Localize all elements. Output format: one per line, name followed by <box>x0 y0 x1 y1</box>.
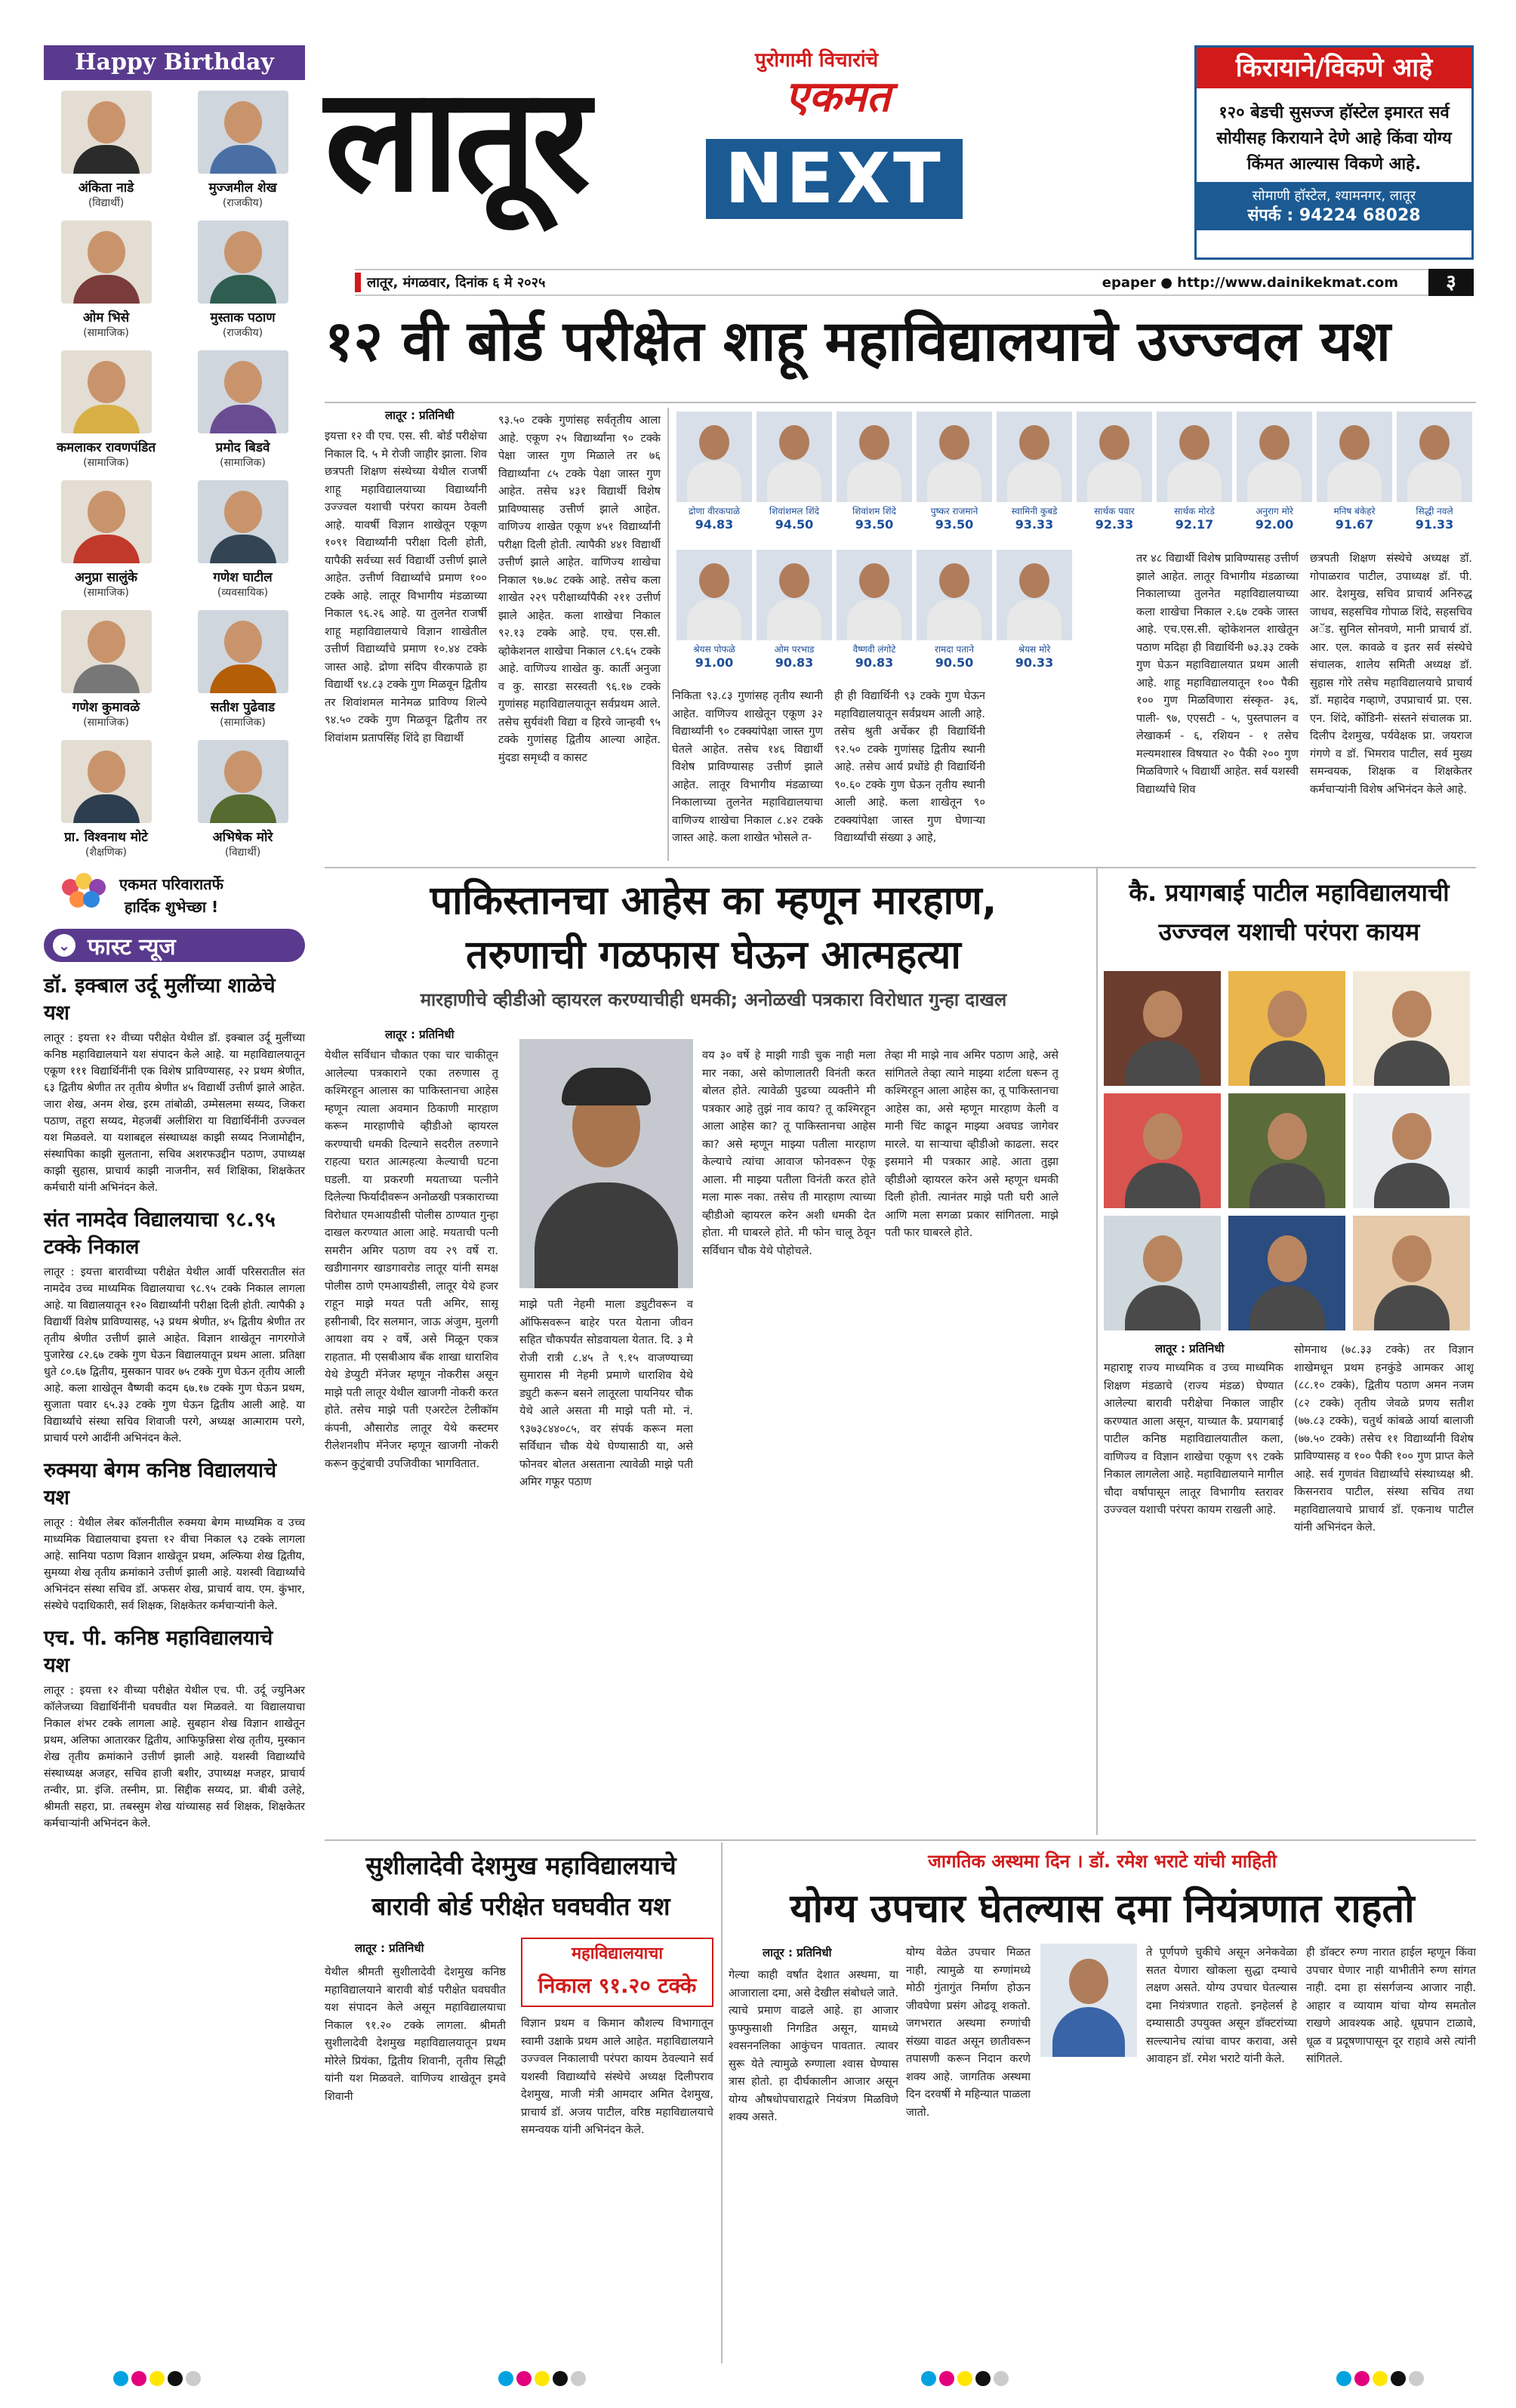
student-name: शिवांशमल शिंदे <box>769 506 819 516</box>
story2-col2: माझे पती नेहमी माला ड्युटीवरून व ऑफिसवरून बाहेर परत येताना जीवन सहित चौकपर्यंत सोडवायला येतात. दि. ३ मे रोजी रात्री ८.४५ ते ९.१५ वाजण्याच्या सुमारास मी नेहमी प्रमाणे धाराशिव येथे ड्युटी करून बसने लातूरला पायनियर चौक येथे आले असता मी माझे पती मो. नं. ९३७३८४४०८५, वर संपर्क करून मला सर्विधान चौक येथे घेण्यासाठी या, असे फोनवर बोलत असताना त्यावेळी माझे पती अमिर गफूर पठाण <box>519 1298 693 1488</box>
student-name: श्रेयस मोरे <box>1018 644 1051 655</box>
ad-footer: सोमाणी हॉस्टेल, श्यामनगर, लातूर संपर्क : 94224 68028 <box>1197 182 1471 230</box>
student-percent: 91.33 <box>1415 517 1454 532</box>
story5-byline: लातूर : प्रतिनिधी <box>763 1946 832 1959</box>
student-card <box>1072 412 1157 532</box>
student-card <box>1232 412 1317 532</box>
birthday-role: (विद्यार्थी) <box>224 846 261 859</box>
fast-news-item <box>44 1457 305 1614</box>
logo-latur: लातूर <box>325 57 587 224</box>
avatar <box>198 91 288 174</box>
birthday-card <box>44 610 168 729</box>
doctor-photo <box>1040 1944 1137 2057</box>
birthday-role: (राजकीय) <box>222 197 263 209</box>
student-percent: 90.83 <box>855 655 894 670</box>
dateline-accent <box>355 273 361 292</box>
birthday-role: (शैक्षणिक) <box>85 846 127 859</box>
student-name: स्वामिनी कुबडे <box>1011 506 1058 516</box>
student-percent: 92.00 <box>1255 517 1294 532</box>
story3-col1: महाराष्ट्र राज्य माध्यमिक व उच्च माध्यमिक शिक्षण मंडळाचे (राज्य मंडळ) घेण्यात आलेल्या बारावी परीक्षेचा निकाल जाहीर करण्यात आला असून, याच्यात कै. प्रयागबाई पाटील कनिष्ठ महाविद्यालयातील कला, वाणिज्य व विज्ञान शाखेचा एकूण ९९ टक्के निकाल लागलेला आहे. महाविद्यालयाने मागील चौदा वर्षापासून लातूर विभागीय स्तरावर उज्ज्वल यशाची परंपरा कायम राखली आहे. <box>1104 1361 1283 1516</box>
epaper-link[interactable]: epaper ● http://www.dainikekmat.com <box>1102 274 1398 291</box>
story5-col1: गेल्या काही वर्षांत देशात अस्थमा, या आजाराला दमा, असे देखील संबोधले जाते. त्याचे प्रमाण वाढले आहे. हा आजार फुफ्फुसाशी निगडित असून, यामध्ये श्वसननलिका आकुंचन पावतात. त्यावर सुरू येते त्यामुळे रुग्णाला श्वास घेण्यास त्रास होतो. हा दीर्घकालीन आजार असून योग्य औषधोपचाराद्वारे नियंत्रण मिळविणे शक्य असते. <box>729 1969 898 2123</box>
story4-result-box: महाविद्यालयाचा निकाल ९१.२० टक्के <box>521 1938 713 2007</box>
avatar <box>61 350 152 433</box>
student-percent: 94.50 <box>775 517 814 532</box>
student-card <box>672 412 756 532</box>
registration-marks-center <box>498 2371 586 2386</box>
birthday-card <box>180 610 305 729</box>
story4-headline-2: बारावी बोर्ड परीक्षेत घवघवीत यश <box>371 1892 670 1921</box>
student-photo <box>997 412 1072 502</box>
greeting-text: एकमत परिवारातर्फे हार्दिक शुभेच्छा ! <box>119 875 223 916</box>
story2-col3: वय ३० वर्षे हे माझी गाडी चुक नाही मला मार नका, असे कोणालातरी विनंती करत बोलत होते. त्यावेळी पुढच्या व्यक्तीने मी पत्रकार आहे तुझं नाव काय? तू कश्मिरहून आला आहेस का? तू पाकिस्तानचा आहेस का? असे म्हणून माझ्या पतीला मारहाण केल्याचे त्यांचा आवाज फोनवरून ऐकू आला. मी माझ्या पतीला विनंती करत होते मला मारू नका. तसेच ती मारहाण त्याच्या व्हीडीओ व्हायरल करेन अशी धमकी देत होता. मी घाबरले होते. मी फोन चालू ठेवून सर्विधान चौक येथे पोहोचले. <box>702 1049 876 1257</box>
birthday-role: (राजकीय) <box>222 327 263 339</box>
birthday-card <box>44 480 168 600</box>
avatar <box>198 740 288 823</box>
logo-next: NEXT <box>706 139 963 219</box>
birthday-card <box>44 350 168 470</box>
birthday-name: अनुप्रा सालुंके <box>75 570 137 585</box>
fast-news-item <box>44 1625 305 1832</box>
registration-marks-left <box>113 2371 201 2386</box>
tagline: पुरोगामी विचारांचे <box>755 49 879 72</box>
birthday-card <box>44 220 168 340</box>
student-card <box>752 550 837 670</box>
student-photo <box>1104 971 1221 1086</box>
student-name: ओम परभाड <box>774 644 815 655</box>
story2-headline-1: पाकिस्तानचा आहेस का म्हणून मारहाण, <box>430 878 997 923</box>
victim-photo <box>519 1039 693 1288</box>
student-name: रामदा पताने <box>935 644 974 655</box>
student-photo <box>1353 1093 1470 1208</box>
student-percent: 90.50 <box>935 655 974 670</box>
story5-col3: ते पूर्णपणे चुकीचे असून अनेकवेळा सतत येणारा खोकला सुद्धा दम्याचे लक्षण असते. योग्य उपचार घेतल्यास दमा नियंत्रणात राहतो. इनहेलर्स हे दम्यासाठी उपयुक्त असून डॉक्टरांच्या सल्ल्यानेच त्यांचा वापर करावा, असे आवाहन डॉ. रमेश भराटे यांनी केले. <box>1146 1946 1297 2065</box>
divider <box>325 867 1476 868</box>
student-name: सार्थक मोरडे <box>1174 506 1215 516</box>
story1-photo-row2 <box>672 550 1125 686</box>
avatar <box>198 610 288 693</box>
birthday-card <box>180 740 305 859</box>
student-percent: 93.50 <box>855 517 894 532</box>
story2-byline: लातूर : प्रतिनिधी <box>385 1028 454 1041</box>
story4-col1: येथील श्रीमती सुशीलादेवी देशमुख कनिष्ठ महाविद्यालयाने बारावी बोर्ड परीक्षेत घवघवीत यश संपादन केले असून महाविद्यालयाचा निकाल ९१.२० टक्के लागला. श्रीमती सुशीलादेवी देशमुख महाविद्यालयातून प्रथम मोरेले प्रियंका, द्वितीय शिवानी, तृतीय सिद्धी यांनी यश मिळवले. वाणिज्य शाखेतून इमवे शिवानी <box>325 1966 506 2103</box>
story1-headline: १२ वी बोर्ड परीक्षेत शाहू महाविद्यालयाचे उज्ज्वल यश <box>325 309 1391 374</box>
birthday-name: मुज्जमील शेख <box>208 180 277 196</box>
birthday-greeting <box>44 873 305 918</box>
birthday-name: प्रा. विश्वनाथ मोटे <box>64 830 148 845</box>
student-photo <box>1104 1093 1221 1208</box>
birthday-role: (सामाजिक) <box>83 717 129 729</box>
student-percent: 90.83 <box>775 655 814 670</box>
student-name: सिद्धी नवले <box>1416 506 1453 516</box>
student-photo <box>676 550 752 640</box>
student-photo <box>1157 412 1232 502</box>
birthday-name: गणेश घाटील <box>213 570 273 585</box>
story1-col4: ही ही विद्यार्थिनी ९३ टक्के गुण घेऊन महाविद्यालयातून सर्वप्रथम आली आहे. तसेच श्रुती अर्चेकर ही विद्यार्थिनी ९२.५० टक्के गुणांसह द्वितीय स्थानी आहे. तसेच आर्य प्रधोंडे ही विद्यार्थिनी ९०.६० टक्के गुण घेऊन तृतीय स्थानी आली आहे. कला शाखेतून ९० टक्क्यांपेक्षा जास्त गुण घेणाऱ्या विद्यार्थ्यांची संख्या ३ आहे, <box>834 689 985 844</box>
registration-marks-right <box>1336 2371 1424 2386</box>
avatar <box>61 610 152 693</box>
avatar <box>61 480 152 563</box>
birthday-name: अभिषेक मोरे <box>212 830 273 845</box>
fast-news-body: लातूर : इयत्ता १२ वीच्या परीक्षेत येथील डॉ. इक्बाल उर्दू मुलींच्या कनिष्ठ महाविद्यालयाने यश संपादन केले आहे. या महाविद्यालयातून एकूण १११ विद्यार्थिनींनी एक विशेष प्राविण्यासह, २२ प्रथम श्रेणीत, ६३ द्वितीय श्रेणीत तर तृतीय श्रेणीत ४५ विद्यार्थी उत्तीर्ण झाले आहेत. जारा शेख, अनम शेख, इरम तांबोळी, उम्मेसलमा सय्यद, जिकरा पठाण, तहूरा सय्यद, मेहजबीं अलीशिरा या विद्यार्थिनींनी उज्ज्वल यश मिळवले. या यशाबद्दल संस्थाध्यक्ष काझी सय्यद निजामोद्दीन, संस्थापिका काझी सुलताना, सचिव अशरफउद्दीन पठाण, उपाध्यक्ष काझी सुहास, प्राचार्य काझी नाजनीन, सर्व शिक्षिका, शिक्षकेतर कर्मचारी यांनी अभिनंदन केले. <box>44 1032 305 1194</box>
story5-kicker: जागतिक अस्थमा दिन । डॉ. रमेश भराटे यांची माहिती <box>928 1851 1277 1872</box>
avatar <box>198 220 288 304</box>
ad-body: १२० बेडची सुसज्ज हॉस्टेल इमारत सर्व सोयीसह किरायाने देणे आहे किंवा योग्य किंमत आल्यास विकणे आहे. <box>1216 103 1452 174</box>
brand-ekmat: एकमत <box>785 72 891 122</box>
fast-news-body: लातूर : येथील लेबर कॉलनीतील रुक्मया बेगम माध्यमिक व उच्च माध्यमिक विद्यालयाचा इयत्ता १२ वीचा निकाल ९३ टक्के लागला आहे. सानिया पठाण विज्ञान शाखेतून प्रथम, अल्फिया शेख द्वितीय, सुमय्या शेख तृतीय क्रमांकाने उत्तीर्ण झाली आहे. यशस्वी विद्यार्थ्यांचे अभिनंदन संस्था सचिव डॉ. अफसर शेख, प्राचार्य वाय. एम. कुंभार, संस्थेचे पदाधिकारी, सर्व शिक्षक, शिक्षकेतर कर्मचाऱ्यांनी केले. <box>44 1517 305 1612</box>
story2-col1: येथील सर्विधान चौकात एका चार चाकीतून आलेल्या पत्रकाराने एका तरुणास तू कश्मिरहून आलास का पाकिस्तानचा आहेस म्हणून त्याला अवमान ठिकाणी मारहाण करून मारहाणीचे व्हीडीओ व्हायरल करण्याची धमकी दिल्याने सदरील तरुणाने राहत्या घरात आत्महत्या केल्याची घटना घडली. या प्रकरणी मयताच्या पत्नीने दिलेल्या फिर्यादीवरून अनोळखी पत्रकाराच्या विरोधात एमआयडीसी पोलीस ठाण्यात गुन्हा दाखल करण्यात आला आहे. मयताची पत्नी समरीन अमिर पठाण वय २९ वर्षे रा. खडीगानगर खाडगावरोड लातूर यांनी समक्ष पोलीस ठाणे एमआयडीसी, लातूर येथे हजर राहून माझे मयत पती अमिर, सासू हसीनाबी, दिर सलमान, जाऊ अंजुम, मुलगी आयशा वय २ वर्षे, असे मिळून एकत्र राहतात. मी एसबीआय बँक शाखा धाराशिव येथे डेप्युटी मॅनेजर म्हणून नोकरीस असून माझे पती लातूर येथील खाजगी नोकरी करत होते. तसेच माझे पती एअरटेल टेलीकॉम कंपनी, औसारोड लातूर येथे कस्टमर रीलेशनशीप मॅनेजर म्हणून खाजगी नोकरी करून कुटुंबाची उपजिवीका भागवितात. <box>325 1049 498 1470</box>
student-name: शिवांशम शिंदे <box>852 506 896 516</box>
story2-col4: तेव्हा मी माझे नाव अमिर पठाण आहे, असे सांगितले तेव्हा त्याने माझ्या शर्टला धरून तू कश्मिरहून आला आहेस का, तू पाकिस्तानचा आहेस का, असे म्हणून मारहाण केली व मानी चिंट काढून माझ्या अवघड जागेवर मारले. या साऱ्याचा व्हीडीओ काढला. सदर इसमाने मी पत्रकार आहे. आता तुझा व्हीडीओ व्हायरल करेन असे म्हणून धमकी दिली होती. त्यानंतर माझे पती घरी आले आणि मला सगळा प्रकार सांगितला. माझे पती फार घाबरले होते. <box>885 1049 1058 1239</box>
student-card <box>1392 412 1477 532</box>
birthday-grid <box>44 91 305 859</box>
birthday-card <box>180 220 305 340</box>
student-percent: 93.33 <box>1015 517 1054 532</box>
date-text: लातूर, मंगळवार, दिनांक ६ मे २०२५ <box>367 275 546 291</box>
birthday-card <box>180 91 305 210</box>
story5-kicker-bar <box>729 1847 1476 1876</box>
avatar <box>198 480 288 563</box>
student-photo <box>1228 1093 1345 1208</box>
student-card <box>992 412 1077 532</box>
student-name: मनिष बंकेहरे <box>1333 506 1376 516</box>
story5-headline: योग्य उपचार घेतल्यास दमा नियंत्रणात राहतो <box>790 1886 1415 1932</box>
story2-headline-2: तरुणाची गळफास घेऊन आत्महत्या <box>466 933 961 978</box>
student-photo <box>1353 1216 1470 1330</box>
story4-col2: विज्ञान प्रथम व किमान कौशल्य विभागातून स्वामी उक्षाके प्रथम आले आहेत. महाविद्यालयाने उज्ज्वल निकालाची परंपरा कायम ठेवल्याने सर्व यशस्वी विद्यार्थ्यांचे संस्थेचे अध्यक्ष दिलीपराव देशमुख, माजी मंत्री आमदार अमित देशमुख, प्राचार्य डॉ. अजय पाटील, वरिष्ठ महाविद्यालयाचे समन्वयक यांनी अभिनंदन केले. <box>521 2017 713 2136</box>
student-photo <box>917 412 992 502</box>
student-name: अनुराग मोरे <box>1256 506 1293 516</box>
avatar <box>61 220 152 304</box>
birthday-name: ओम भिसे <box>82 310 130 325</box>
student-card <box>992 550 1077 670</box>
student-photo <box>756 550 832 640</box>
student-card <box>912 550 997 670</box>
birthday-name: अंकिता नाडे <box>78 180 134 196</box>
fast-news-body: लातूर : इयत्ता बारावीच्या परीक्षेत येथील आर्वी परिसरातील संत नामदेव उच्च माध्यमिक विद्यालयाचा ९८.९५ टक्के निकाल लागला आहे. या विद्यालयातून १२० विद्यार्थ्यांनी परीक्षा दिली होती. त्यापैकी ३ विद्यार्थी विशेष प्राविण्यासह, ५३ प्रथम श्रेणीत, ४५ द्वितीय श्रेणीत तर तृतीय श्रेणीत उत्तीर्ण झाले आहेत. विज्ञान शाखेतून नागरगोजे पुजारेख ८२.६७ टक्के गुण घेऊन विद्यालयातून प्रथम आला. प्रतिक्षा धुते ८०.६७ द्वितीय, मुसकान पावर ७५ टक्के गुण घेऊन तृतीय आली आहे. कला शाखेतून वैष्णवी कदम ६७.१७ टक्के गुण घेऊन प्रथम, सुजाता पवार ६५.३३ टक्के गुण घेऊन द्वितीय आली आहे. या विद्यार्थ्यांचे संस्था सचिव शिवाजी परगे, अध्यक्ष आत्माराम परगे, प्राचार्य परगे आदींनी अभिनंदन केले. <box>44 1266 305 1444</box>
student-percent: 92.17 <box>1175 517 1214 532</box>
story2-subhead: मारहाणीचे व्हीडीओ व्हायरल करण्याचीही धमकी; अनोळखी पत्रकारा विरोधात गुन्हा दाखल <box>420 989 1007 1010</box>
birthday-card <box>180 480 305 600</box>
student-card <box>1312 412 1397 532</box>
student-percent: 92.33 <box>1095 517 1134 532</box>
story5-col2: योग्य वेळेत उपचार मिळत नाही, त्यामुळे या रुग्णांमध्ये मोठी गुंतागुंत निर्माण होऊन जीवघेणा प्रसंग ओढवू शकतो. जगभरात अस्थमा रुग्णांची संख्या वाढत असून छातीवरून तपासणी करून निदान करणे शक्य आहे. जागतिक अस्थमा दिन दरवर्षी मे महिन्यात पाळला जातो. <box>906 1946 1031 2119</box>
student-photo <box>756 412 832 502</box>
student-name: द्रोणा वीरकपाळे <box>688 506 741 516</box>
classified-ad <box>1194 45 1474 260</box>
fast-news-title: रुक्मया बेगम कनिष्ठ विद्यालयाचे यश <box>44 1459 277 1509</box>
divider <box>325 1839 1476 1841</box>
student-photo <box>676 412 752 502</box>
student-card <box>832 412 917 532</box>
student-name: पुष्कर राजमाने <box>930 506 978 516</box>
birthday-card <box>180 350 305 470</box>
student-photo <box>837 412 912 502</box>
student-percent: 91.67 <box>1335 517 1374 532</box>
student-percent: 94.83 <box>695 517 734 532</box>
birthday-role: (विद्यार्थी) <box>88 197 125 209</box>
fast-news-title: एच. पी. कनिष्ठ महाविद्यालयाचे यश <box>44 1626 273 1677</box>
dateline-bar <box>355 269 1474 296</box>
fast-news-header: ⌄ फास्ट न्यूज <box>44 929 305 962</box>
birthday-role: (सामाजिक) <box>83 587 129 599</box>
story1-photo-row1 <box>672 412 1472 547</box>
story1-col5: तर ४८ विद्यार्थी विशेष प्राविण्यासह उत्तीर्ण झाले आहेत. लातूर विभागीय मंडळाच्या निकालाच्या तुलनेत महाविद्यालयाच्या कला शाखेचा निकाल २.६७ टक्के जास्त आहे. एच.एस.सी. व्होकेशनल शाखेतून पठाण मदिहा ही विद्यार्थिनी ७३.३३ टक्के गुण घेऊन महाविद्यालयात प्रथम आली आहे. शाहू महाविद्यालयातून १०० पैकी १०० गुण मिळविणारा संस्कृत- ३६, पाली- ९७, एएसटी - ५, पुस्तपालन व लेखाकर्म - ६, रशियन - १ तसेच मल्यमशास्त्र विषयात २० पैकी २०० गुण मिळविणारे ५ विद्यार्थी आहेत. सर्व यशस्वी विद्यार्थ्यांचे शिव <box>1136 552 1299 796</box>
birthday-title: Happy Birthday <box>44 45 305 80</box>
story1-rule <box>325 402 1476 403</box>
student-photo <box>1228 1216 1345 1330</box>
student-name: वैष्णवी लंगोटे <box>852 644 896 655</box>
story3-headline-1: कै. प्रयागबाई पाटील महाविद्यालयाची <box>1129 878 1450 907</box>
avatar <box>198 350 288 433</box>
fast-news-item <box>44 973 305 1196</box>
registration-marks-center-right <box>921 2371 1009 2386</box>
story1-col6: छत्रपती शिक्षण संस्थेचे अध्यक्ष डॉ. गोपाळराव पाटील, उपाध्यक्ष डॉ. पी. आर. देशमुख, सचिव प्राचार्य अनिरुद्ध जाधव, सहसचिव गोपाळ शिंदे, सहसचिव अॅड. सुनिल सोनवणे, मानी प्राचार्य डॉ. आर. एल. कावळे व इतर सर्व संस्थेचे संचालक, शालेय समिती अध्यक्ष डॉ. सुहास गोरे तसेच महाविद्यालयाचे प्राचार्य डॉ. महादेव गव्हाणे, उपप्राचार्य प्रा. एस. एन. शिंदे, कोंडिनी- संस्तने संचालक प्रा. दिलीप देशमुख, पर्यवेक्षक प्रा. जयराज गंगणे व डॉ. भिमराव पाटील, सर्व मुख्य समन्वयक, शिक्षक व शिक्षकेतर कर्मचाऱ्यांनी विशेष अभिनंदन केले आहे. <box>1310 552 1472 796</box>
student-card <box>1152 412 1237 532</box>
divider <box>721 1842 723 2363</box>
chevron-down-icon: ⌄ <box>53 934 75 957</box>
divider <box>667 408 669 861</box>
birthday-name: प्रमोद बिडवे <box>215 440 270 455</box>
birthday-role: (व्यवसायिक) <box>217 587 269 599</box>
avatar <box>61 740 152 823</box>
flower-bouquet-icon <box>59 873 112 918</box>
fast-news-title: डॉ. इक्बाल उर्दू मुलींच्या शाळेचे यश <box>44 974 276 1025</box>
left-sidebar <box>44 45 305 2341</box>
student-photo <box>1397 412 1472 502</box>
fast-news-item <box>44 1207 305 1447</box>
student-card <box>752 412 837 532</box>
story3-headline-2: उज्ज्वल यशाची परंपरा कायम <box>1158 917 1420 946</box>
fast-news-body: लातूर : इयत्ता १२ वीच्या परीक्षेत येथील एच. पी. उर्दू ज्युनिअर कॉलेजच्या विद्यार्थिनींनी घवघवीत यश मिळवले. या विद्यालयाचा निकाल शंभर टक्के लागला आहे. सुबहान शेख विज्ञान शाखेतून प्रथम, अलिफा आतारकर द्वितीय, आफिफुन्निसा शेख तृतीय, मुस्कान शेख तृतीय क्रमांकाने उत्तीर्ण झाली आहे. यशस्वी विद्यार्थ्यांचे संस्थाध्यक्ष अजहर, सचिव हाजी बशीर, उपाध्यक्ष मजहर, प्राचार्य तन्वीर, प्रा. इंजि. तस्नीम, प्रा. सिद्दीक सय्यद, प्रा. बीबी उलेहे, श्रीमती सहरा, प्रा. तबस्सुम शेख यांच्यासह सर्व शिक्षक, शिक्षकेतर कर्मचाऱ्यांनी अभिनंदन केले. <box>44 1685 305 1830</box>
student-percent: 90.33 <box>1015 655 1054 670</box>
story5-col4: ही डॉक्टर रुग्ण नारात हाईल म्हणून किंवा उपचार घेणार नाही याभीतीने रुग्ण सांगत नाही. दमा हा संसर्गजन्य आजार नाही. आहार व व्यायाम यांचा योग्य समतोल राखणे आवश्यक आहे. धूम्रपान टाळावे, धूळ व प्रदूषणापासून दूर राहावे असे त्यांनी सांगितले. <box>1306 1946 1476 2065</box>
story4-headline-1: सुशीलादेवी देशमुख महाविद्यालयाचे <box>365 1851 676 1880</box>
student-photo <box>997 550 1072 640</box>
page-number: ३ <box>1428 269 1474 296</box>
masthead-logo <box>325 50 717 261</box>
student-photo <box>1228 971 1345 1086</box>
ad-title: किरायाने/विकणे आहे <box>1197 48 1471 88</box>
birthday-name: सतीश पुढेवाड <box>210 700 276 715</box>
story1-byline: लातूर : प्रतिनिधी <box>385 409 454 422</box>
birthday-role: (सामाजिक) <box>83 327 129 339</box>
birthday-name: कमलाकर रावणपंडित <box>56 440 156 455</box>
student-photo <box>1317 412 1392 502</box>
fast-news-list <box>44 973 305 1832</box>
student-photo <box>1104 1216 1221 1330</box>
student-percent: 93.50 <box>935 517 974 532</box>
birthday-name: मुस्ताक पठाण <box>210 310 276 325</box>
student-card <box>832 550 917 670</box>
student-card <box>912 412 997 532</box>
student-name: श्रेयस पोफळे <box>693 644 735 655</box>
story1-col2: ९३.५० टक्के गुणांसह सर्वतृतीय आला आहे. एकूण २५ विद्यार्थ्यांना ९० टक्के पेक्षा जास्त गुण मिळाले तर ७६ विद्यार्थ्यांना ८५ टक्के पेक्षा जास्त गुण आहेत. तसेच ४३१ विद्यार्थी विशेष प्राविण्यासह उत्तीर्ण झाले आहेत. वाणिज्य शाखेत एकूण ४५१ विद्यार्थ्यांनी परीक्षा दिली होती. त्यापैकी ४४१ विद्यार्थी उत्तीर्ण झाले आहेत. वाणिज्य शाखेचा निकाल ९७.७८ टक्के आहे. तसेच कला शाखेत २२९ परीक्षार्थ्यांपैकी २११ उत्तीर्ण झाले आहेत. कला शाखेचा निकाल ९२.१३ टक्के आहे. एच. एस.सी. व्होकेशनल शाखेचा निकाल ८९.६५ टक्के आहे. वाणिज्य शाखेत कु. कार्ती अनुजा व कु. सारडा सरस्वती ९६.१७ टक्के गुणांसह महाविद्यालयातून सर्वप्रथम आले. तसेच सुर्यवंशी विद्या व हिरवे जान्हवी ९५ टक्के गुणांसह द्वितीय आल्या आहेत. मुंदडा समृध्दी व कासट <box>498 414 661 764</box>
story4-byline: लातूर : प्रतिनिधी <box>355 1941 424 1955</box>
student-photo <box>1077 412 1152 502</box>
student-card <box>672 550 756 670</box>
avatar <box>61 91 152 174</box>
birthday-role: (सामाजिक) <box>220 717 266 729</box>
story3-col2: सोमनाथ (७८.३३ टक्के) तर विज्ञान शाखेमधून प्रथम हनकुंडे आमकर आशू (८८.१० टक्के), द्वितीय पठाण अमन नजम (८२ टक्के) तृतीय जेवळे प्रणय सतीश (७७.८३ टक्के), चतुर्थ कांबळे आर्या बालाजी (७७.५० टक्के) तसेच ११ विद्यार्थ्यांनी विशेष प्राविण्यासह व १०० पैकी १०० गुण प्राप्त केले आहे. सर्व गुणवंत विद्यार्थ्यांचे संस्थाध्यक्ष श्री. किसनराव पाटील, संस्था सचिव तथा महाविद्यालयाचे प्राचार्य डॉ. एकनाथ पाटील यांनी अभिनंदन केले. <box>1294 1343 1474 1534</box>
birthday-role: (सामाजिक) <box>83 457 129 469</box>
fast-news-title: संत नामदेव विद्यालयाचा ९८.९५ टक्के निकाल <box>44 1208 276 1259</box>
divider <box>1096 868 1098 1835</box>
student-name: सार्थक पवार <box>1094 506 1135 516</box>
story3-photo-grid <box>1104 971 1474 1333</box>
student-percent: 91.00 <box>695 655 734 670</box>
student-photo <box>1353 971 1470 1086</box>
birthday-card <box>44 740 168 859</box>
student-photo <box>837 550 912 640</box>
story1-col1: इयत्ता १२ वी एच. एस. सी. बोर्ड परीक्षेचा निकाल दि. ५ मे रोजी जाहीर झाला. शिव छत्रपती शिक्षण संस्थेच्या येथील राजर्षी शाहू महाविद्यालयाच्या विद्यार्थ्यांनी उज्ज्वल यशाची परंपरा कायम ठेवली आहे. यावर्षी विज्ञान शाखेतून एकूण १०९१ विद्यार्थ्यांनी परीक्षा दिली होती, यापैकी सर्वच्या सर्व विद्यार्थी उत्तीर्ण झाले आहेत. उत्तीर्ण विद्यार्थ्यांचे प्रमाण १०० टक्के आहे. लातूर विभागीय मंडळाच्या निकाल ९६.२६ आहे. या तुलनेत राजर्षी शाहू महाविद्यालयाचे विज्ञान शाखेतील उत्तीर्ण विद्यार्थ्यांचे प्रमाण १०.४४ टक्के जास्त आहे. द्रोणा संदिप वीरकपाळे हा विद्यार्थी ९४.८३ टक्के गुण मिळवून द्वितीय तर शिवांशमल मानेमळ प्राविण्य शिल्पे ९४.५० टक्के गुण मिळवून द्वितीय तर शिवांशम प्रतापसिंह शिंदे हा विद्यार्थी <box>325 430 487 745</box>
story1-col3: निकिता ९३.८३ गुणांसह तृतीय स्थानी आहेत. वाणिज्य शाखेतून एकूण ३२ विद्यार्थ्यांनी ९० टक्क्यांपेक्षा जास्त गुण घेतले आहेत. तसेच १४६ विद्यार्थी विशेष प्राविण्यासह उत्तीर्ण झाले आहेत. लातूर विभागीय मंडळाच्या निकालाच्या तुलनेत महाविद्यालयाचा वाणिज्य शाखेचा निकाल ८.४२ टक्के जास्त आहे. कला शाखेत भोसले त- <box>672 689 823 844</box>
birthday-card <box>44 91 168 210</box>
birthday-name: गणेश कुमावळे <box>72 700 140 715</box>
story3-byline: लातूर : प्रतिनिधी <box>1155 1342 1225 1355</box>
birthday-role: (सामाजिक) <box>220 457 266 469</box>
student-photo <box>1237 412 1312 502</box>
student-photo <box>917 550 992 640</box>
